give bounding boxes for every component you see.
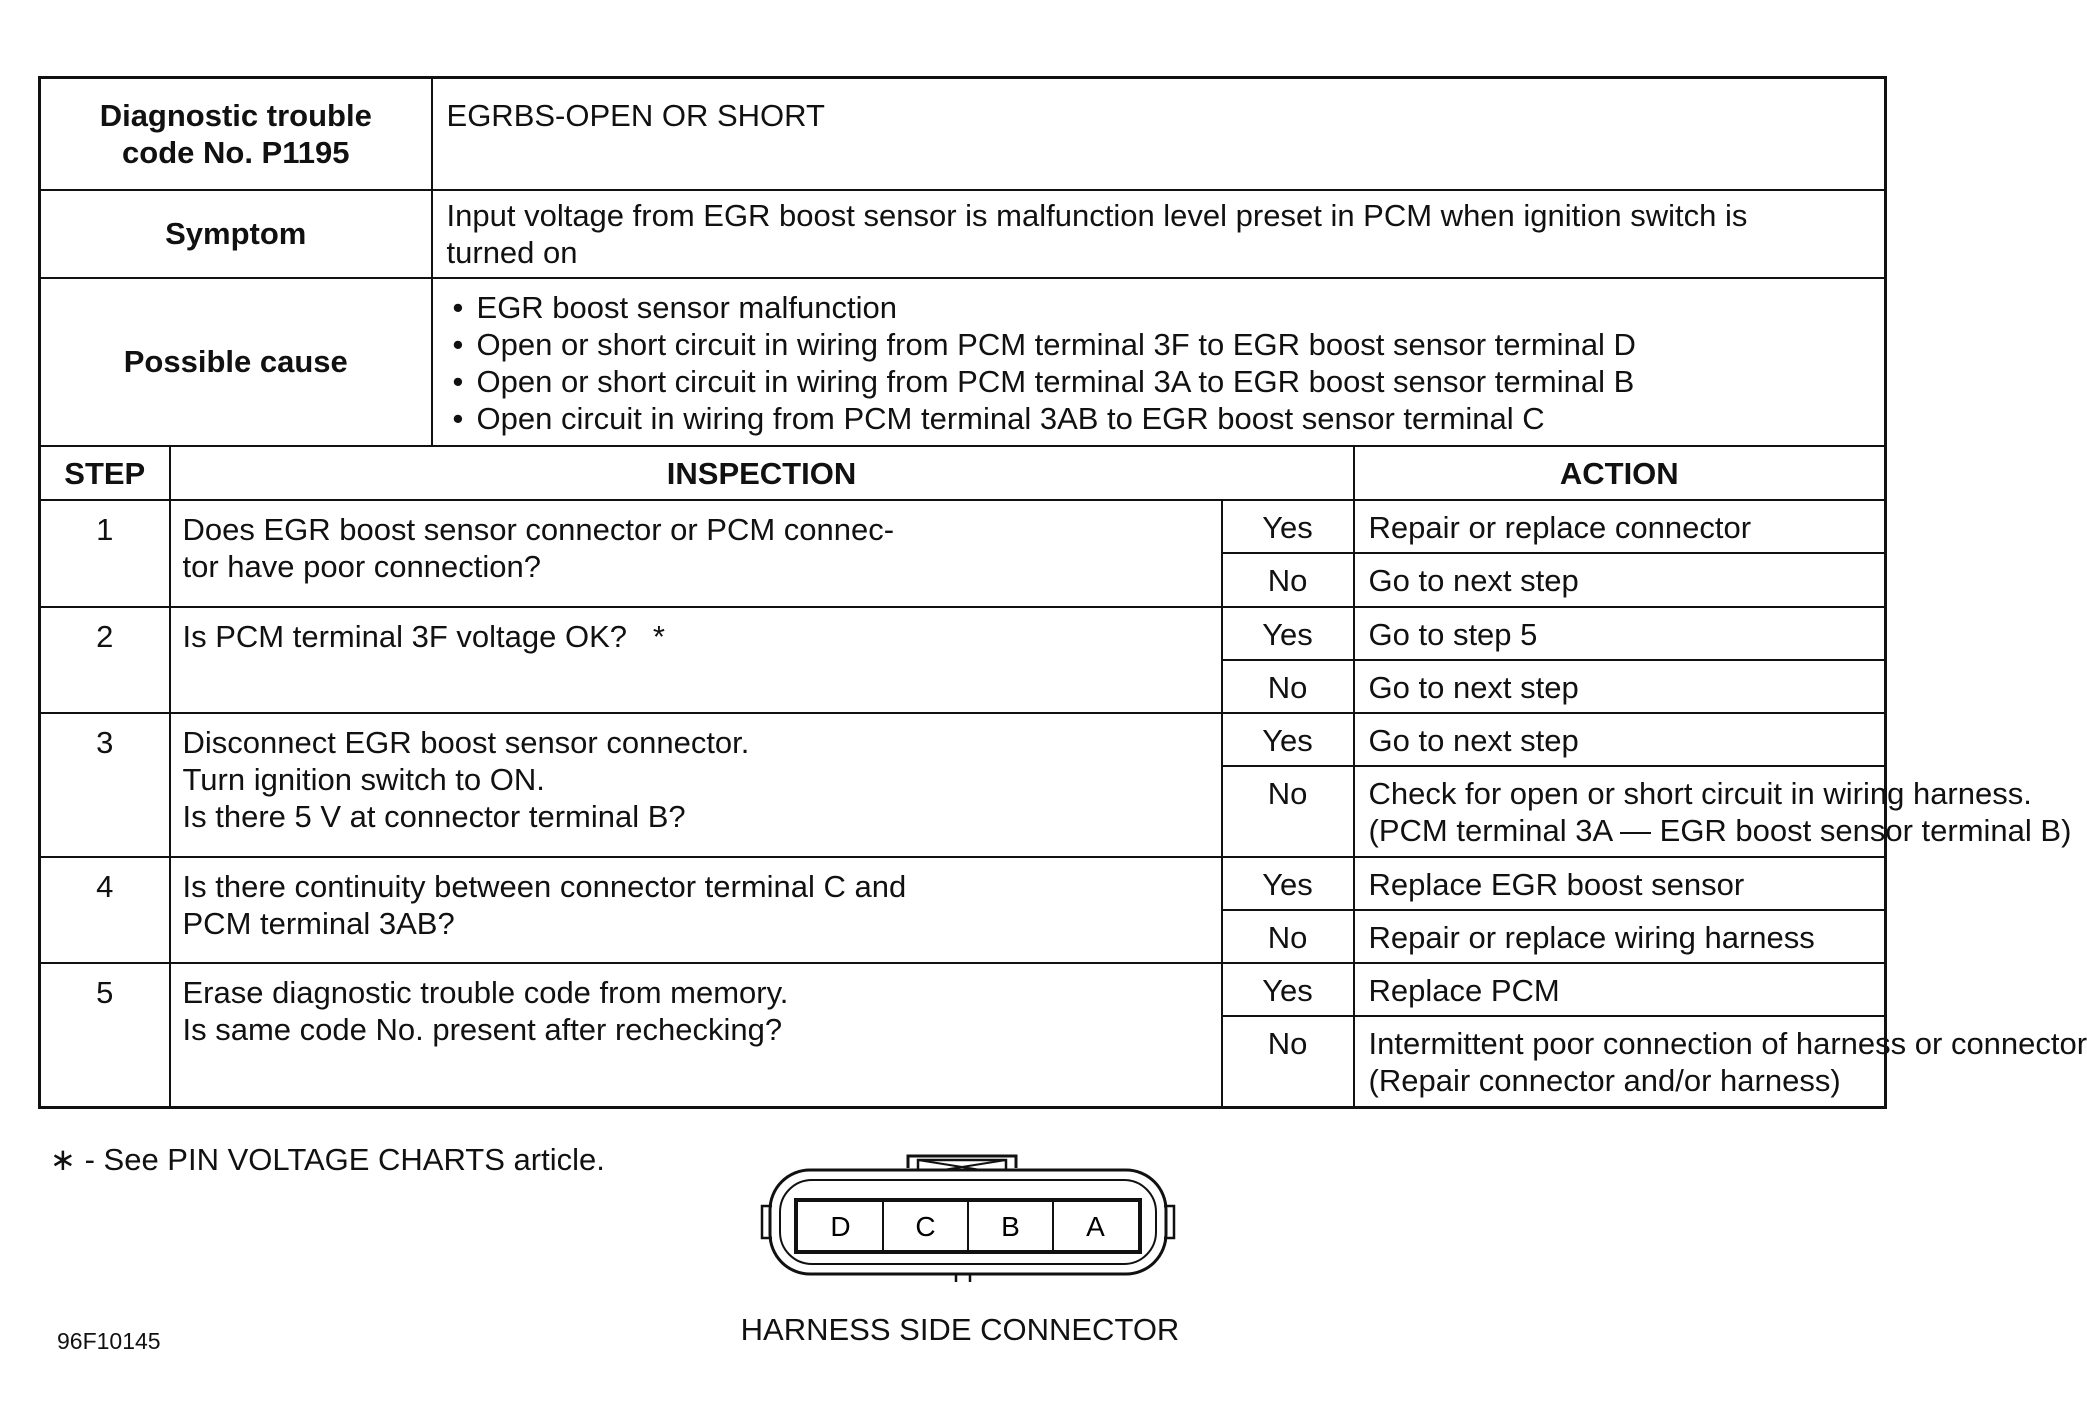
- table-row: [40, 963, 1886, 1016]
- inspection-line: Is PCM terminal 3F voltage OK? *: [182, 618, 665, 654]
- figure-id: 96F10145: [57, 1328, 161, 1354]
- pin-label-d: D: [830, 1211, 851, 1242]
- table-row: [40, 713, 1886, 766]
- yes-action: [1354, 500, 1886, 553]
- inspection-line: Is there 5 V at connector terminal B?: [182, 799, 686, 835]
- inspection-line: Is same code No. present after rechecking?: [182, 1012, 783, 1048]
- table-row: [40, 500, 1886, 553]
- action-line: (Repair connector and/or harness): [1368, 1063, 1841, 1099]
- cause-item: • Open or short circuit in wiring from PCM terminal 3A to EGR boost sensor terminal B: [447, 363, 1871, 400]
- action-line: Repair or replace wiring harness: [1368, 919, 1815, 955]
- inspection-line: Does EGR boost sensor connector or PCM connec-: [182, 512, 895, 548]
- pin-label-b: B: [1001, 1211, 1020, 1242]
- yes-action: [1354, 713, 1886, 766]
- column-header-row: [40, 446, 1886, 500]
- step-column-header: STEP: [40, 446, 170, 500]
- action-line: Go to next step: [1368, 669, 1579, 705]
- step-number: 4: [40, 857, 170, 963]
- inspection-line: Disconnect EGR boost sensor connector.: [182, 725, 750, 760]
- yes-label: Yes: [1222, 713, 1354, 766]
- step-inspection: [170, 500, 1222, 606]
- no-label: No: [1222, 1016, 1354, 1107]
- action-line: Go to next step: [1368, 723, 1579, 758]
- step-inspection: [170, 857, 1222, 963]
- inspection-line: Is there continuity between connector terminal C and: [182, 868, 907, 904]
- pin-label-a: A: [1086, 1211, 1105, 1242]
- inspection-line: tor have poor connection?: [182, 549, 541, 585]
- no-label: No: [1222, 660, 1354, 713]
- symptom-row: [40, 190, 1886, 278]
- step-number: 2: [40, 607, 170, 713]
- step-inspection: [170, 607, 1222, 713]
- cause-item: • Open or short circuit in wiring from PCM terminal 3F to EGR boost sensor terminal D: [447, 326, 1871, 363]
- connector-icon: [758, 1150, 1178, 1290]
- table-row: [40, 607, 1886, 660]
- action-line: Replace PCM: [1368, 972, 1560, 1008]
- symptom-line: Input voltage from EGR boost sensor is malfunction level preset in PCM when ignition switch is: [446, 197, 1748, 233]
- dtc-label-line: code No. P1195: [122, 134, 350, 170]
- action-line: Check for open or short circuit in wiring harness.: [1368, 776, 2032, 812]
- yes-action: [1354, 607, 1886, 660]
- yes-label: Yes: [1222, 500, 1354, 553]
- action-line: Replace EGR boost sensor: [1368, 866, 1745, 902]
- diagnostic-table: [38, 76, 2087, 1109]
- step-inspection: [170, 963, 1222, 1107]
- yes-action: [1354, 963, 1886, 1016]
- dtc-label-line: Diagnostic trouble: [99, 97, 372, 133]
- inspection-line: PCM terminal 3AB?: [182, 905, 455, 941]
- no-action: [1354, 766, 2072, 856]
- action-line: Go to next step: [1368, 563, 1579, 599]
- pin-label-c: C: [915, 1211, 936, 1242]
- no-action: [1354, 1016, 2087, 1107]
- yes-action: [1354, 857, 1886, 910]
- footnote: ∗ - See PIN VOLTAGE CHARTS article.: [50, 1142, 605, 1177]
- cause-item: • Open circuit in wiring from PCM terminal 3AB to EGR boost sensor terminal C: [447, 400, 1871, 437]
- action-line: Go to step 5: [1368, 616, 1538, 652]
- step-inspection: [170, 713, 1222, 857]
- cause-item: • EGR boost sensor malfunction: [447, 289, 1871, 326]
- yes-label: Yes: [1222, 607, 1354, 660]
- dtc-row: [40, 78, 1886, 190]
- action-line: Intermittent poor connection of harness or connector: [1368, 1026, 2087, 1062]
- dtc-label: [40, 78, 432, 190]
- connector-diagram: [758, 1150, 1178, 1290]
- yes-label: Yes: [1222, 963, 1354, 1016]
- yes-label: Yes: [1222, 857, 1354, 910]
- cause-list: [433, 279, 1885, 446]
- inspection-column-header: INSPECTION: [170, 446, 1354, 500]
- action-column-header: ACTION: [1354, 446, 1886, 500]
- step-number: 5: [40, 963, 170, 1107]
- no-action: [1354, 910, 1886, 963]
- inspection-line: Erase diagnostic trouble code from memory.: [182, 974, 789, 1010]
- inspection-line: Turn ignition switch to ON.: [182, 762, 545, 798]
- step-number: 3: [40, 713, 170, 857]
- no-action: [1354, 553, 1886, 606]
- no-label: No: [1222, 766, 1354, 856]
- table-row: [40, 857, 1886, 910]
- action-line: Repair or replace connector: [1368, 510, 1752, 546]
- symptom-value: [432, 190, 1886, 278]
- cause-list-cell: [432, 278, 1886, 447]
- no-action: [1354, 660, 1886, 713]
- connector-caption: HARNESS SIDE CONNECTOR: [740, 1312, 1180, 1347]
- no-label: No: [1222, 910, 1354, 963]
- cause-row: [40, 278, 1886, 447]
- cause-label: Possible cause: [40, 278, 432, 447]
- symptom-label: Symptom: [40, 190, 432, 278]
- dtc-value: EGRBS-OPEN OR SHORT: [432, 78, 1886, 190]
- action-line: (PCM terminal 3A — EGR boost sensor terminal B): [1368, 813, 2072, 849]
- step-number: 1: [40, 500, 170, 606]
- no-label: No: [1222, 553, 1354, 606]
- symptom-line: turned on: [446, 234, 578, 270]
